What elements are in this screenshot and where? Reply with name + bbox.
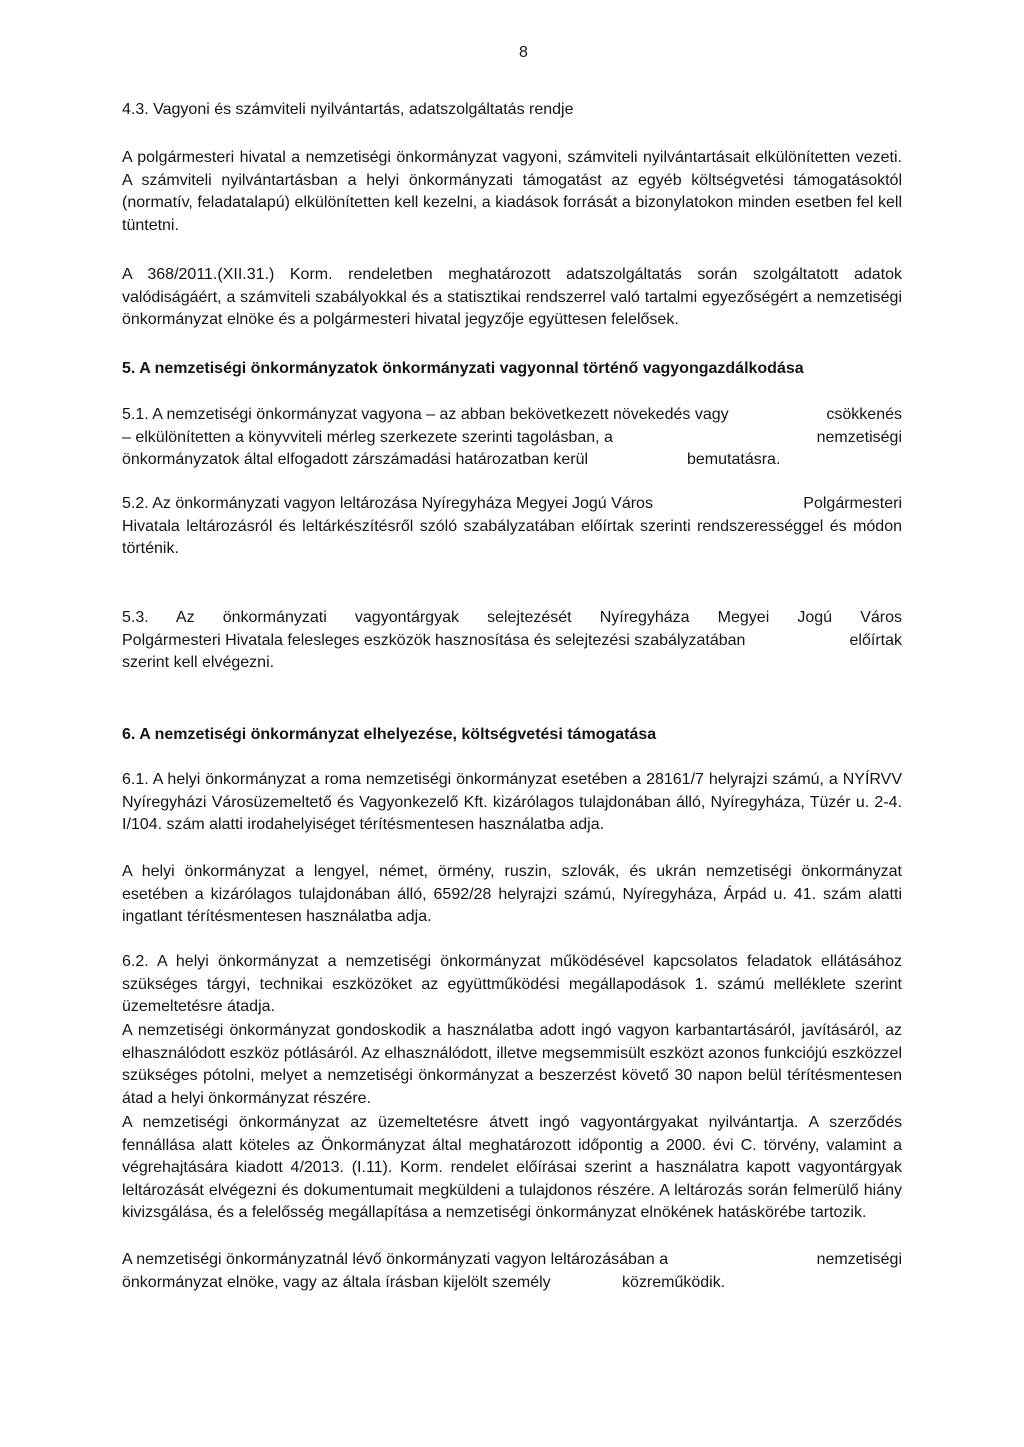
text-line-end: közreműködik. <box>622 1273 726 1291</box>
section-5-2-paragraph <box>122 493 902 561</box>
text-line: Polgármesteri Hivatala felesleges eszközök hasznosítása és selejtezési szabályzatában <box>122 631 746 649</box>
section-4-3-paragraph-2: A 368/2011.(XII.31.) Korm. rendeletben meghatározott adatszolgáltatás során szolgáltatott adatok valódiságáért, a számviteli szabályokkal és a statisztikai rendszerrel való tartalmi egyezőségért a nemzetiségi önkormányzat elnöke és a polgármesteri hivatal jegyzője együttesen felelősek. <box>122 266 902 328</box>
text-line-end: nemzetiségi <box>816 1251 902 1268</box>
text-line: önkormányzatok által elfogadott zárszámadási határozatban kerül <box>122 451 589 468</box>
section-6-2-paragraph-3: A nemzetiségi önkormányzat az üzemeltetésre átvett ingó vagyontárgyakat nyilvántartja. A szerződés fennállása alatt köteles az Önkormányzat által meghatározott időpontig a 2000. évi C. törvény, valamint a végrehajtására kiadott 4/2013. (I.11). Korm. rendelet előírásai szerint a használatra kapott vagyontárgyak leltározását elvégezni és dokumentumait megküldeni a tulajdonos részére. A leltározás során felmerülő hiány kivizsgálása, és a felelősség megállapítása a nemzetiségi önkormányzat elnökének hatáskörébe tartozik. <box>122 1114 902 1221</box>
text-rest: Hivatala leltározásról és leltárkészítésről szóló szabályzatában előírtak szerinti rendszerességgel és módon történik. <box>122 517 902 557</box>
section-5-heading: 5. A nemzetiségi önkormányzatok önkormányzati vagyonnal történő vagyongazdálkodása <box>122 360 804 377</box>
section-6-2-paragraph-1: 6.2. A helyi önkormányzat a nemzetiségi önkormányzat működésével kapcsolatos feladatok ellátásához szükséges tárgyi, technikai eszközöket az együttműködési megállapodások 1. számú melléklete szerint üzemeltetésre átadja. <box>122 953 902 1015</box>
section-6-2-paragraph-2: A nemzetiségi önkormányzat gondoskodik a használatba adott ingó vagyon karbantartásáról, javításáról, az elhasználódott eszköz pótlásáról. Az elhasználódott, illetve megsemmisült eszközt azonos funkciójú eszközzel szükséges pótolni, melyet a nemzetiségi önkormányzat a beszerzést követő 30 napon belül térítésmentesen átad a helyi önkormányzat részére. <box>122 1022 902 1107</box>
text-line: szerint kell elvégezni. <box>122 654 275 671</box>
section-5-1-paragraph <box>122 404 902 472</box>
text-line: 5.3. Az önkormányzati vagyontárgyak selejtezését Nyíregyháza Megyei Jogú Város <box>122 609 902 626</box>
section-5-3-paragraph <box>122 607 902 675</box>
text-line-end: csökkenés <box>826 406 902 423</box>
text-line-end: bemutatásra. <box>687 451 781 468</box>
section-6-1-paragraph: 6.1. A helyi önkormányzat a roma nemzetiségi önkormányzat esetében a 28161/7 helyrajzi számú, a NYÍRVV Nyíregyházi Városüzemeltető és Vagyonkezelő Kft. kizárólagos tulajdonában álló, Nyíregyháza, Tüzér u. 2-4. I/104. szám alatti irodahelyiséget térítésmentesen használatba adja. <box>122 771 902 833</box>
text-line-end: előírtak <box>849 631 902 649</box>
text-line-end: nemzetiségi <box>816 428 902 446</box>
text-line: 5.1. A nemzetiségi önkormányzat vagyona – az abban bekövetkezett növekedés vagy <box>122 406 729 423</box>
section-6-2-paragraph-4 <box>122 1249 902 1294</box>
section-6-heading: 6. A nemzetiségi önkormányzat elhelyezése, költségvetési támogatása <box>122 726 657 743</box>
section-4-3-heading: 4.3. Vagyoni és számviteli nyilvántartás, adatszolgáltatás rendje <box>122 101 574 118</box>
text-line: önkormányzat elnöke, vagy az általa írásban kijelölt személy <box>122 1273 551 1291</box>
section-6-1-paragraph-2: A helyi önkormányzat a lengyel, német, örmény, ruszin, szlovák, és ukrán nemzetiségi önkormányzat esetében a kizárólagos tulajdonában álló, 6592/28 helyrajzi számú, Nyíregyháza, Árpád u. 41. szám alatti ingatlant térítésmentesen használatba adja. <box>122 863 902 925</box>
page-number: 8 <box>519 44 528 61</box>
text-line: A nemzetiségi önkormányzatnál lévő önkormányzati vagyon leltározásában a <box>122 1251 669 1268</box>
text-line: 5.2. Az önkormányzati vagyon leltározása Nyíregyháza Megyei Jogú Város <box>122 495 653 512</box>
text-line: – elkülönítetten a könyvviteli mérleg szerkezete szerinti tagolásban, a <box>122 428 613 446</box>
section-4-3-paragraph-1: A polgármesteri hivatal a nemzetiségi önkormányzat vagyoni, számviteli nyilvántartásait elkülönítetten vezeti. A számviteli nyilvántartásban a helyi önkormányzati támogatást az egyéb költségvetési támogatásoktól (normatív, feladatalapú) elkülönítetten kell kezelni, a kiadások forrását a bizonylatokon minden esetben fel kell tüntetni. <box>122 149 902 234</box>
text-line-end: Polgármesteri <box>803 495 902 512</box>
